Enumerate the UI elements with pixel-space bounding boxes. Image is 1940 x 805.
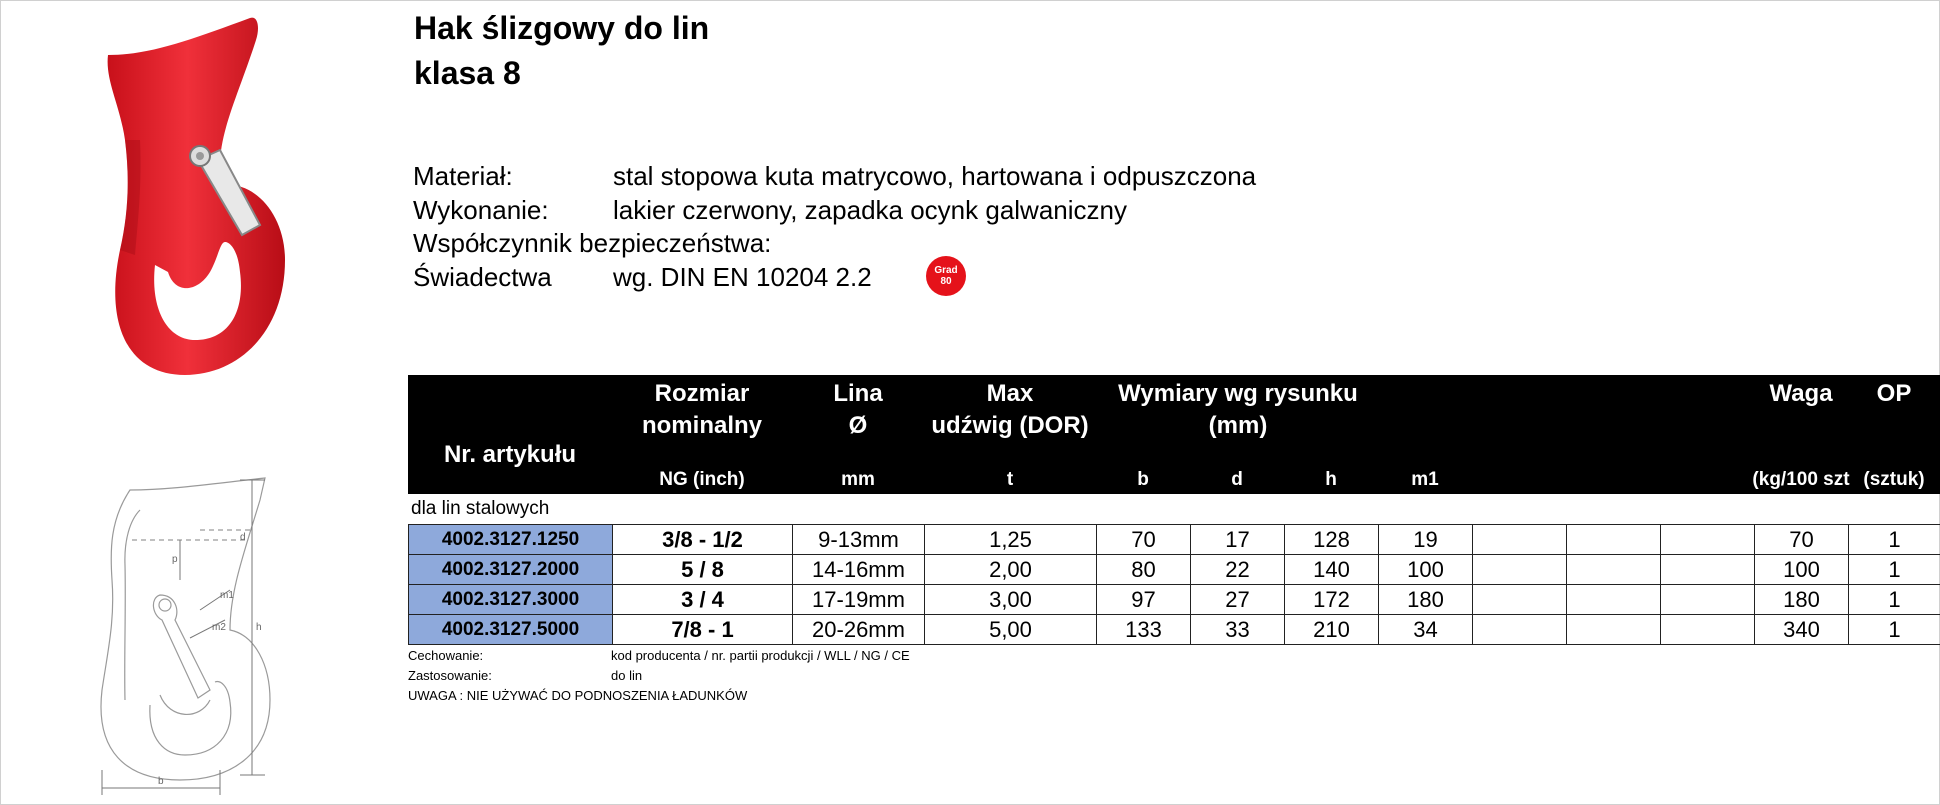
header-weight: Waga	[1769, 380, 1833, 407]
cell-rope: 14-16mm	[793, 555, 925, 585]
spec-label: Wykonanie:	[413, 194, 549, 225]
table-header	[408, 375, 1940, 494]
cell-b: 97	[1097, 585, 1191, 615]
cell-d: 33	[1191, 615, 1285, 645]
header-wll-line2: udźwig (DOR)	[931, 412, 1089, 439]
header-op: OP	[1876, 380, 1912, 407]
cell-rope: 17-19mm	[793, 585, 925, 615]
cell-article: 4002.3127.3000	[409, 585, 613, 615]
cell-empty	[1661, 525, 1755, 555]
cell-m1: 34	[1379, 615, 1473, 645]
drawing-label-b: b	[158, 776, 164, 787]
header-rope-line1: Lina	[833, 380, 883, 407]
cell-b: 70	[1097, 525, 1191, 555]
spec-value: wg. DIN EN 10204 2.2	[613, 261, 872, 292]
badge-line-2: 80	[940, 276, 952, 287]
header-op-unit: (sztuk)	[1863, 469, 1925, 490]
cell-size: 5 / 8	[613, 555, 793, 585]
spec-value: lakier czerwony, zapadka ocynk galwaniczny	[613, 194, 1127, 225]
cell-weight: 340	[1755, 615, 1849, 645]
cell-h: 128	[1285, 525, 1379, 555]
header-weight-unit: (kg/100 szt	[1752, 469, 1850, 490]
cell-wll: 3,00	[925, 585, 1097, 615]
cell-empty	[1473, 615, 1567, 645]
note-value: kod producenta / nr. partii produkcji / WLL / NG / CE	[611, 648, 910, 663]
cell-empty	[1473, 555, 1567, 585]
cell-op: 1	[1849, 585, 1940, 615]
header-dim-h: h	[1325, 469, 1337, 490]
table-row	[409, 585, 1940, 615]
spec-label: Świadectwa	[413, 261, 552, 292]
cell-empty	[1473, 585, 1567, 615]
notes	[408, 646, 1940, 706]
title-line-1: Hak ślizgowy do lin	[414, 10, 710, 46]
hook-photo	[80, 10, 320, 380]
product-title	[414, 6, 709, 96]
product-table	[408, 375, 1940, 706]
note-value: do lin	[611, 668, 643, 683]
cell-empty	[1567, 585, 1661, 615]
hook-dimension-drawing	[80, 470, 300, 795]
cell-size: 3/8 - 1/2	[613, 525, 793, 555]
header-wll-line1: Max	[986, 380, 1034, 407]
table-row	[409, 525, 1940, 555]
header-wll-unit: t	[1006, 469, 1014, 490]
header-dimensions-line1: Wymiary wg rysunku	[1118, 380, 1358, 407]
cell-b: 80	[1097, 555, 1191, 585]
drawing-label-d: d	[240, 532, 246, 543]
drawing-label-h: h	[256, 622, 262, 633]
cell-empty	[1567, 555, 1661, 585]
header-size-line2: nominalny	[641, 412, 762, 439]
header-size-line1: Rozmiar	[654, 380, 750, 407]
note-application	[408, 666, 1940, 686]
table-row	[409, 555, 1940, 585]
cell-wll: 5,00	[925, 615, 1097, 645]
cell-m1: 100	[1379, 555, 1473, 585]
cell-d: 17	[1191, 525, 1285, 555]
cell-empty	[1567, 615, 1661, 645]
spec-label: Współczynnik bezpieczeństwa:	[413, 228, 772, 258]
cell-h: 140	[1285, 555, 1379, 585]
cell-b: 133	[1097, 615, 1191, 645]
cell-article: 4002.3127.5000	[409, 615, 613, 645]
cell-size: 7/8 - 1	[613, 615, 793, 645]
cell-empty	[1567, 525, 1661, 555]
cell-rope: 20-26mm	[793, 615, 925, 645]
cell-empty	[1661, 615, 1755, 645]
cell-empty	[1661, 585, 1755, 615]
header-rope-unit: mm	[841, 469, 875, 490]
cell-weight: 100	[1755, 555, 1849, 585]
data-table	[408, 524, 1940, 645]
cell-d: 27	[1191, 585, 1285, 615]
group-label: dla lin stalowych	[411, 498, 550, 519]
header-article: Nr. artykułu	[443, 441, 577, 468]
grade-80-badge	[926, 256, 966, 296]
cell-weight: 180	[1755, 585, 1849, 615]
badge-line-1: Grad	[934, 265, 958, 276]
cell-article: 4002.3127.2000	[409, 555, 613, 585]
cell-empty	[1473, 525, 1567, 555]
cell-article: 4002.3127.1250	[409, 525, 613, 555]
cell-empty	[1661, 555, 1755, 585]
cell-size: 3 / 4	[613, 585, 793, 615]
cell-m1: 180	[1379, 585, 1473, 615]
cell-h: 172	[1285, 585, 1379, 615]
cell-op: 1	[1849, 555, 1940, 585]
cell-d: 22	[1191, 555, 1285, 585]
cell-m1: 19	[1379, 525, 1473, 555]
table-row	[409, 615, 1940, 645]
spec-label: Materiał:	[413, 161, 513, 191]
note-warning	[408, 686, 1940, 706]
title-line-2: klasa 8	[414, 55, 521, 91]
header-rope-line2: Ø	[848, 412, 868, 439]
cell-h: 210	[1285, 615, 1379, 645]
note-marking	[408, 646, 1940, 666]
drawing-label-p: p	[172, 554, 178, 565]
spec-value: stal stopowa kuta matrycowo, hartowana i odpuszczona	[613, 161, 1257, 191]
cell-op: 1	[1849, 615, 1940, 645]
cell-rope: 9-13mm	[793, 525, 925, 555]
header-dim-m1: m1	[1411, 469, 1439, 490]
drawing-label-m1: m1	[220, 590, 234, 601]
note-label: Cechowanie:	[408, 648, 484, 663]
cell-op: 1	[1849, 525, 1940, 555]
header-dim-b: b	[1137, 469, 1149, 490]
note-label: Zastosowanie:	[408, 668, 492, 683]
header-dimensions-line2: (mm)	[1208, 412, 1268, 439]
drawing-label-m2: m2	[212, 622, 226, 633]
note-label: UWAGA : NIE UŻYWAĆ DO PODNOSZENIA ŁADUNKÓW	[408, 688, 748, 703]
cell-wll: 1,25	[925, 525, 1097, 555]
header-size-unit: NG (inch)	[659, 469, 745, 490]
header-dim-d: d	[1231, 469, 1243, 490]
cell-wll: 2,00	[925, 555, 1097, 585]
cell-weight: 70	[1755, 525, 1849, 555]
